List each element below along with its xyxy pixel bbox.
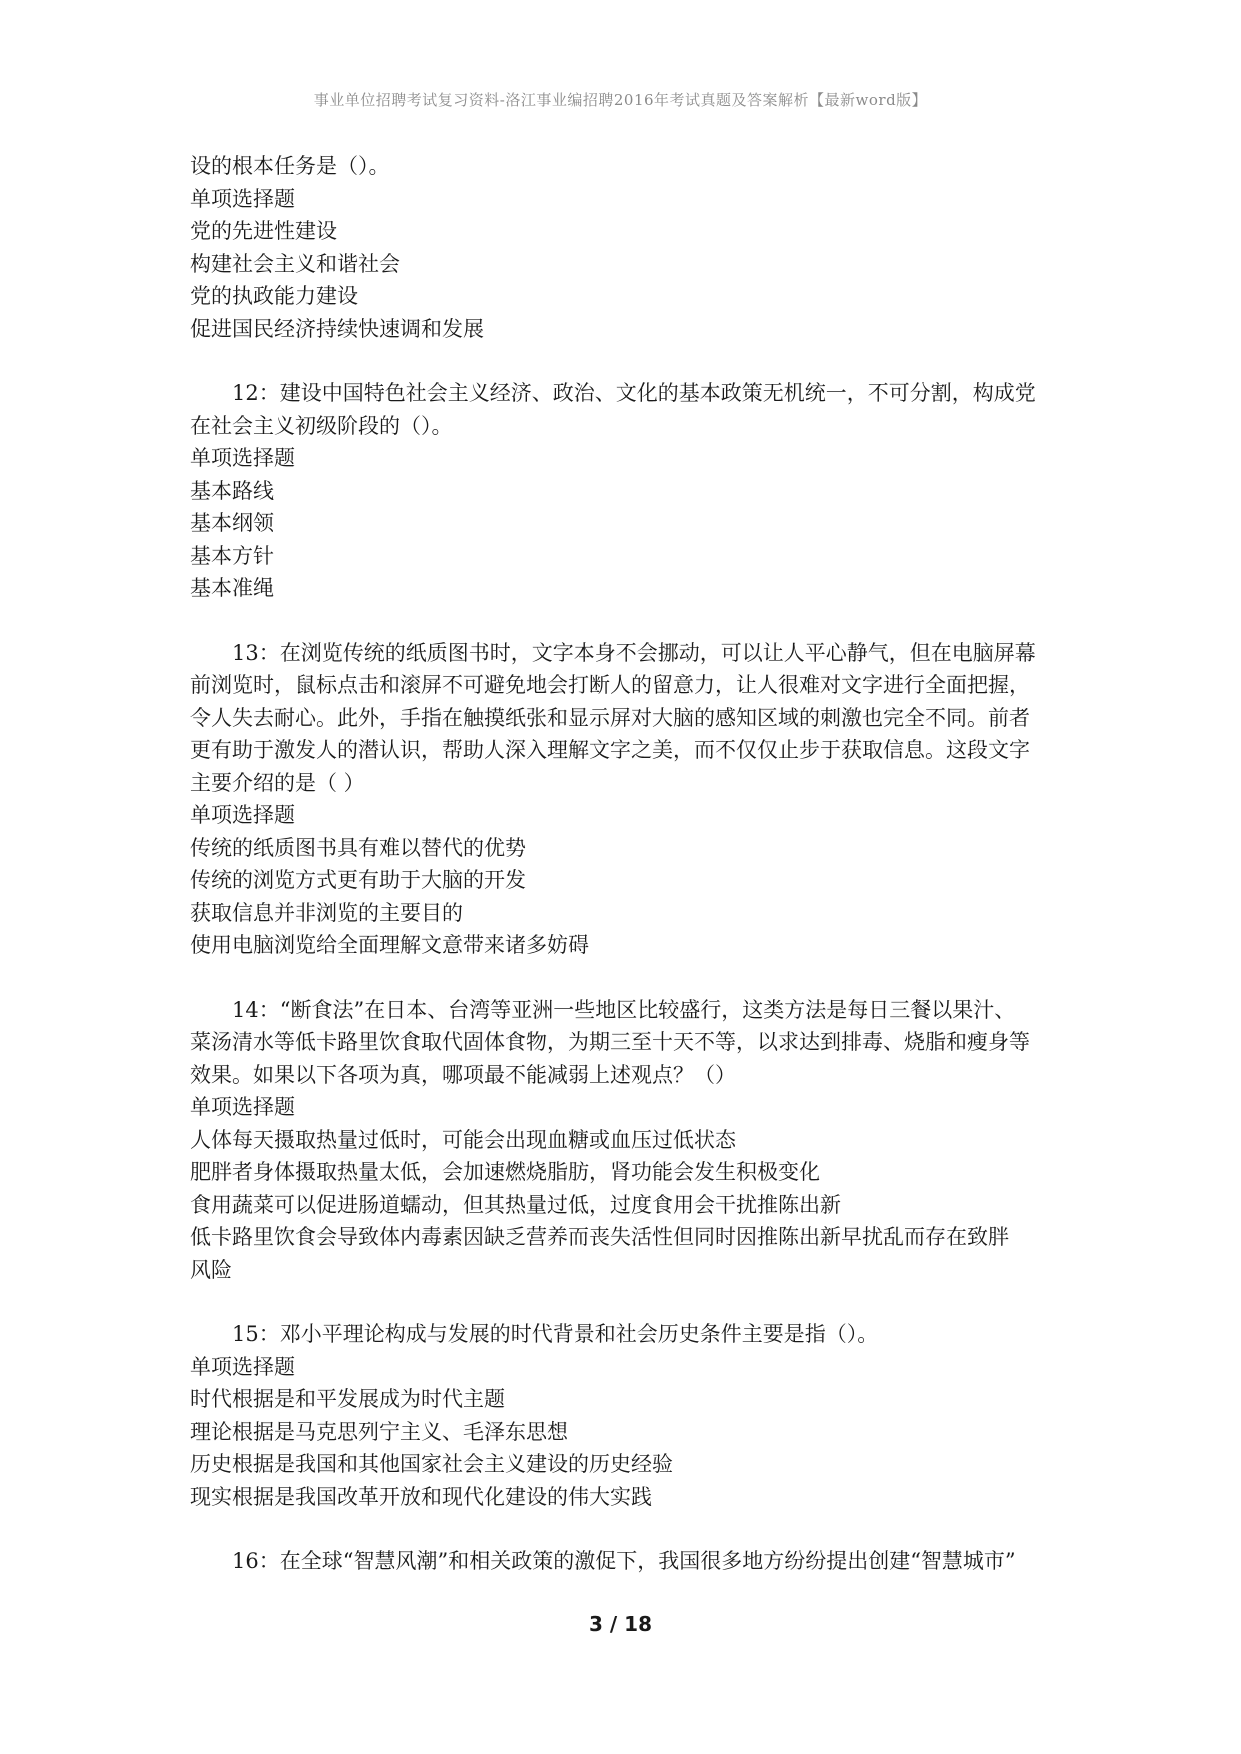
question-type: 单项选择题 xyxy=(190,186,295,211)
option: 党的执政能力建设 xyxy=(190,284,358,308)
question-stem: 菜汤清水等低卡路里饮食取代固体食物，为期三至十天不等，以求达到排毒、烧脂和瘦身等 xyxy=(190,1030,1030,1054)
option: 低卡路里饮食会导致体内毒素因缺乏营养而丧失活性但同时因推陈出新早扰乱而存在致胖 xyxy=(190,1225,1009,1249)
option: 理论根据是马克思列宁主义、毛泽东思想 xyxy=(190,1419,568,1444)
page-header: 事业单位招聘考试复习资料-洛江事业编招聘2016年考试真题及答案解析【最新word版】 xyxy=(313,91,928,109)
question-14 xyxy=(190,994,1060,1287)
question-stem: 14：“断食法”在日本、台湾等亚洲一些地区比较盛行，这类方法是每日三餐以果汁、 xyxy=(232,997,1016,1022)
option: 人体每天摄取热量过低时，可能会出现血糖或血压过低状态 xyxy=(190,1127,736,1152)
question-11-tail xyxy=(190,150,1060,345)
question-type: 单项选择题 xyxy=(190,446,295,470)
question-13 xyxy=(190,637,1060,962)
question-stem: 13：在浏览传统的纸质图书时，文字本身不会挪动，可以让人平心静气，但在电脑屏幕 xyxy=(232,640,1036,665)
option: 时代根据是和平发展成为时代主题 xyxy=(190,1387,505,1411)
question-stem: 15：邓小平理论构成与发展的时代背景和社会历史条件主要是指（）。 xyxy=(232,1322,879,1346)
document-body xyxy=(190,150,1060,1610)
option: 基本准绳 xyxy=(190,576,274,600)
option: 促进国民经济持续快速调和发展 xyxy=(190,316,484,341)
question-stem-tail: 设的根本任务是（）。 xyxy=(190,154,390,178)
option: 获取信息并非浏览的主要目的 xyxy=(190,900,463,925)
option: 基本纲领 xyxy=(190,511,274,535)
option: 历史根据是我国和其他国家社会主义建设的历史经验 xyxy=(190,1452,673,1476)
question-type: 单项选择题 xyxy=(190,1354,295,1379)
option: 党的先进性建设 xyxy=(190,219,337,243)
question-type: 单项选择题 xyxy=(190,803,295,827)
option: 基本方针 xyxy=(190,543,274,568)
question-stem: 主要介绍的是（ ） xyxy=(190,770,365,795)
option: 现实根据是我国改革开放和现代化建设的伟大实践 xyxy=(190,1484,652,1509)
option: 基本路线 xyxy=(190,478,274,503)
question-type: 单项选择题 xyxy=(190,1095,295,1119)
question-stem: 更有助于激发人的潜认识，帮助人深入理解文字之美，而不仅仅止步于获取信息。这段文字 xyxy=(190,738,1030,762)
option: 传统的纸质图书具有难以替代的优势 xyxy=(190,835,526,860)
question-stem: 效果。如果以下各项为真，哪项最不能减弱上述观点？（） xyxy=(190,1062,736,1087)
option: 肥胖者身体摄取热量太低，会加速燃烧脂肪，肾功能会发生积极变化 xyxy=(190,1160,820,1184)
question-stem: 16：在全球“智慧风潮”和相关政策的激促下，我国很多地方纷纷提出创建“智慧城市” xyxy=(232,1549,1016,1573)
option: 使用电脑浏览给全面理解文意带来诸多妨碍 xyxy=(190,933,589,957)
page-number: 3 / 18 xyxy=(589,1612,652,1636)
question-12 xyxy=(190,377,1060,605)
option: 传统的浏览方式更有助于大脑的开发 xyxy=(190,868,526,892)
question-15 xyxy=(190,1318,1060,1513)
option: 食用蔬菜可以促进肠道蠕动，但其热量过低，过度食用会干扰推陈出新 xyxy=(190,1192,841,1217)
option: 构建社会主义和谐社会 xyxy=(190,251,400,276)
question-stem: 令人失去耐心。此外，手指在触摸纸张和显示屏对大脑的感知区域的刺激也完全不同。前者 xyxy=(190,705,1030,730)
option: 风险 xyxy=(190,1257,232,1282)
question-stem: 在社会主义初级阶段的（）。 xyxy=(190,413,453,438)
question-stem: 前浏览时，鼠标点击和滚屏不可避免地会打断人的留意力，让人很难对文字进行全面把握， xyxy=(190,673,1030,697)
question-16 xyxy=(190,1545,1060,1578)
question-stem: 12：建设中国特色社会主义经济、政治、文化的基本政策无机统一，不可分割，构成党 xyxy=(232,381,1036,405)
